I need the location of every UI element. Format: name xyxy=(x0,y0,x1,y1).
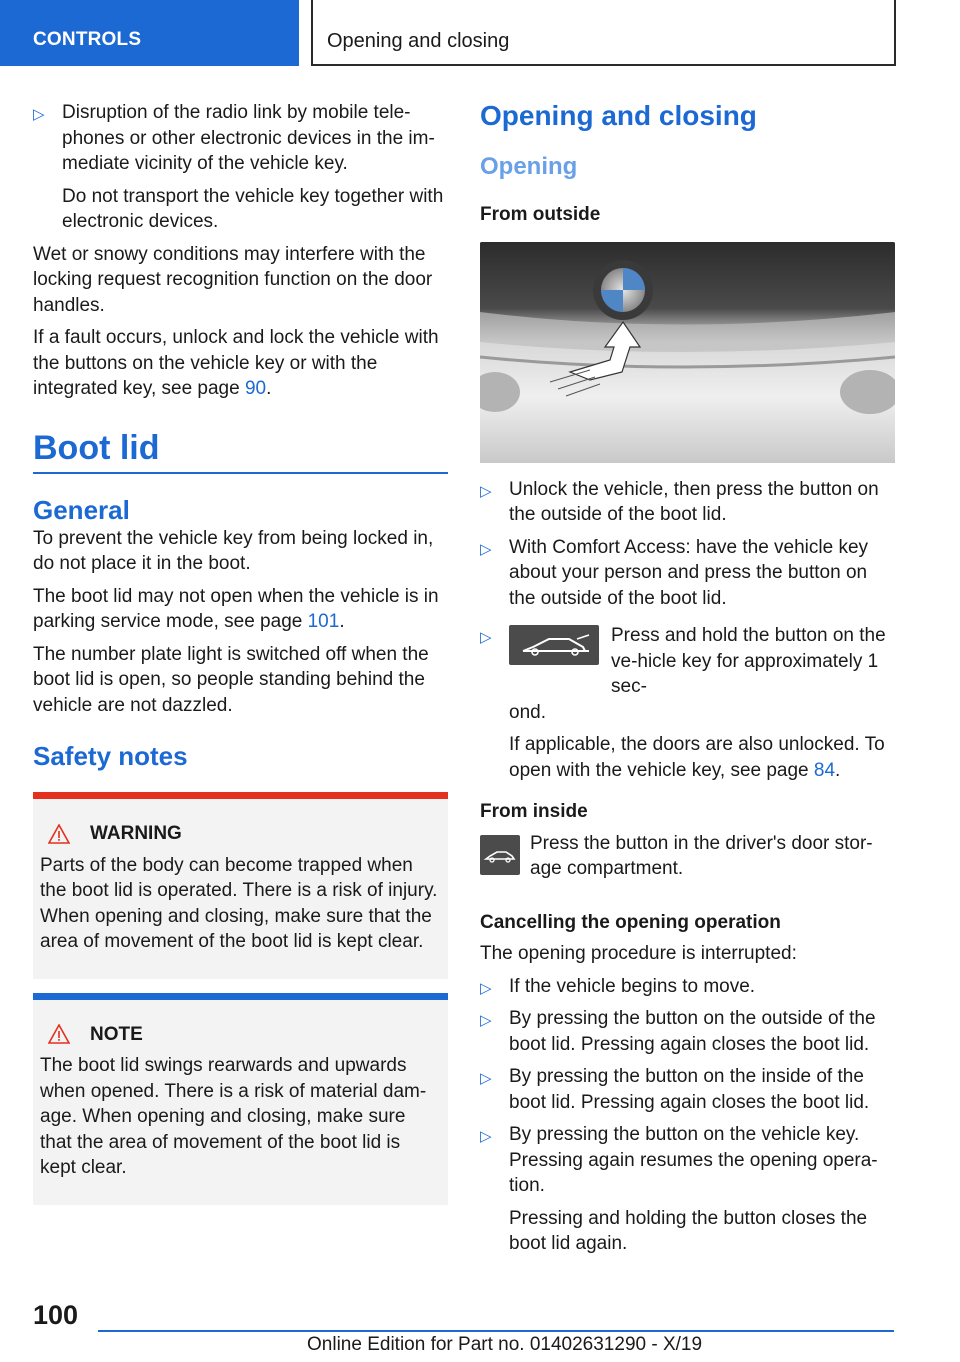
footer-edition: Online Edition for Part no. 01402631290 - X/19 xyxy=(307,1334,703,1355)
left-column xyxy=(33,100,448,1205)
car-boot-button-icon xyxy=(480,835,520,875)
list-item: ▷ With Comfort Access: have the vehicle key about your person and press the button on the outside of the boot lid. xyxy=(480,536,869,609)
list-item: ▷ Unlock the vehicle, then press the button on the outside of the boot lid. xyxy=(480,478,879,525)
minor-heading: Cancelling the opening operation xyxy=(480,911,781,933)
minor-heading: From outside xyxy=(480,204,601,225)
list-item: ▷ By pressing the button on the vehicle key. Pressing again resumes the opening opera-tion. xyxy=(480,1124,878,1196)
paragraph: The opening procedure is interrupted: xyxy=(480,943,797,964)
right-column xyxy=(480,100,896,1264)
car-boot-key-icon xyxy=(509,625,599,665)
section-tab: CONTROLS xyxy=(0,0,299,66)
paragraph: The number plate light is switched off when the boot lid is open, so people standing behind the vehicle are not dazzled. xyxy=(33,643,429,716)
bullet-triangle-icon: ▷ xyxy=(480,482,492,500)
list-item: ▷ Press and hold the button on the ve-hicle key for approximately 1 sec- ond. xyxy=(480,625,886,723)
page-link[interactable]: 101 xyxy=(307,611,340,632)
warning-text: Parts of the body can become trapped when the boot lid is operated. There is a risk of injury. When opening and closing, make sure that the area of movement of the boot lid is kept clear. xyxy=(40,854,438,952)
list-item: ▷ By pressing the button on the outside of the boot lid. Pressing again closes the boot lid. xyxy=(480,1008,876,1055)
warning-triangle-icon xyxy=(48,824,70,844)
list-item-subtext: Do not transport the vehicle key together with electronic devices. xyxy=(62,185,444,232)
note-text: The boot lid swings rearwards and upwards when opened. There is a risk of material dam-age. When opening and closing, make sure that the area of movement of the boot lid is kept clear. xyxy=(40,1055,427,1178)
bullet-triangle-icon: ▷ xyxy=(480,1012,492,1029)
paragraph: The boot lid may not open when the vehicle is in parking service mode, see page 101. xyxy=(33,585,439,632)
paragraph: Wet or snowy conditions may interfere with the locking request recognition function on the door handles. xyxy=(33,243,433,316)
bullet-triangle-icon: ▷ xyxy=(33,106,45,123)
subsection-heading: Safety notes xyxy=(33,741,188,771)
bullet-triangle-icon: ▷ xyxy=(480,1128,492,1145)
page-link[interactable]: 84 xyxy=(813,759,836,781)
paragraph: If a fault occurs, unlock and lock the vehicle with the buttons on the vehicle key or with the integrated key, see page 90. xyxy=(33,327,439,399)
bullet-triangle-icon: ▷ xyxy=(480,1070,492,1087)
warning-triangle-icon xyxy=(48,1024,70,1044)
warning-box xyxy=(33,792,448,979)
warning-title: WARNING xyxy=(40,821,440,847)
list-item: ▷ Disruption of the radio link by mobile tele-phones or other electronic devices in the im-mediate vicinity of the vehicle key. xyxy=(33,102,435,174)
subsection-heading: Opening xyxy=(480,153,578,180)
subsection-heading: General xyxy=(33,494,130,525)
bullet-triangle-icon: ▷ xyxy=(480,540,492,558)
bullet-triangle-icon: ▷ xyxy=(480,629,492,646)
footer-divider xyxy=(98,1330,894,1332)
paragraph: To prevent the vehicle key from being locked in, do not place it in the boot. xyxy=(33,527,434,574)
bullet-triangle-icon: ▷ xyxy=(480,979,492,997)
page-link[interactable]: 90 xyxy=(244,378,267,399)
list-item-subtext: If applicable, the doors are also unlocked. To open with the vehicle key, see page 84. xyxy=(509,734,885,781)
list-item: ▷ If the vehicle begins to move. xyxy=(480,974,896,1000)
note-title: NOTE xyxy=(40,1022,440,1048)
page-number: 100 xyxy=(33,1300,79,1330)
minor-heading: From inside xyxy=(480,801,588,822)
section-heading: Boot lid xyxy=(33,428,448,474)
boot-lid-photo xyxy=(480,242,895,463)
inside-button-row: Press the button in the driver's door stor-age compartment. xyxy=(480,831,896,882)
list-item: ▷ By pressing the button on the inside of the boot lid. Pressing again closes the boot lid. xyxy=(480,1066,870,1113)
note-box xyxy=(33,993,448,1205)
page-title: Opening and closing xyxy=(311,0,896,66)
list-item-subtext: Pressing and holding the button closes the boot lid again. xyxy=(509,1207,868,1254)
section-heading: Opening and closing xyxy=(480,100,757,131)
